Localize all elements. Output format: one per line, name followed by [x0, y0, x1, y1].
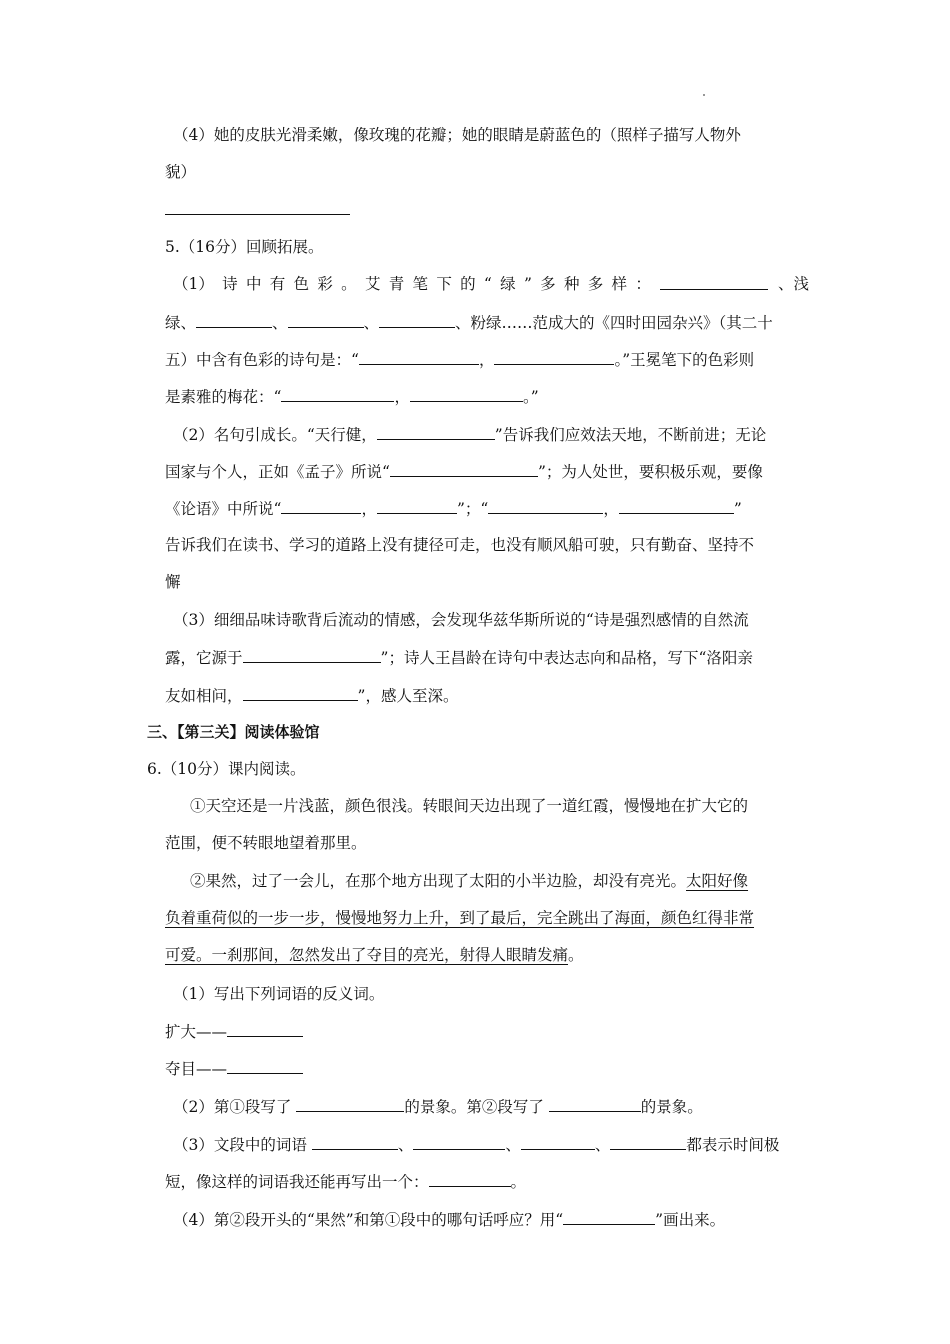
- blank-input[interactable]: [312, 1133, 398, 1150]
- blank-input[interactable]: [227, 1057, 303, 1074]
- blank-input[interactable]: [243, 684, 358, 701]
- blank-input[interactable]: [563, 1208, 655, 1225]
- q5-p2-line1: （2）名句引成长。“天行健， ”告诉我们应效法天地，不断前进；无论: [173, 423, 817, 446]
- blank-input[interactable]: [196, 311, 272, 328]
- q5-p1-lead-char: （1）: [173, 275, 214, 293]
- q5-p1-lead-char: 色: [293, 275, 310, 293]
- blank-input[interactable]: [390, 460, 538, 477]
- blank-input[interactable]: [227, 1020, 303, 1037]
- blank-input[interactable]: [377, 423, 495, 440]
- q6-para2-line1: ②果然，过了一会儿，在那个地方出现了太阳的小半边脸，却没有亮光。太阳好像: [190, 872, 749, 890]
- blank-input[interactable]: [549, 1095, 641, 1112]
- q6-s4: （4）第②段开头的“果然”和第①段中的哪句话呼应？用“ ”画出来。: [173, 1208, 817, 1231]
- blank-input[interactable]: [521, 1133, 595, 1150]
- q5-p1-line2: 绿、 、 、 、粉绿……范成大的《四时田园杂兴》（其二十: [165, 311, 809, 334]
- q5-p1-lead-char: 有: [269, 275, 286, 293]
- q5-p1-lead-char: “: [483, 275, 492, 293]
- q5-p1-line4: 是素雅的梅花：“ ， 。”: [165, 385, 809, 408]
- blank-input[interactable]: [619, 497, 734, 514]
- q5-p2-line2: 国家与个人，正如《孟子》所说“ ”；为人处世，要积极乐观，要像: [165, 460, 809, 483]
- blank-input[interactable]: [429, 1170, 511, 1187]
- q5-p1-line1: （1） 诗 中 有 色 彩 。 艾 青 笔 下 的 “ 绿 ” 多 种 多 样 ： 、浅: [173, 275, 809, 293]
- blank-input[interactable]: [379, 311, 455, 328]
- q5-p1-lead-char: 青: [388, 275, 405, 293]
- blank-input[interactable]: [243, 646, 381, 663]
- q6-s3-line1: （3）文段中的词语 、 、 、 都表示时间极: [173, 1133, 817, 1156]
- q6-s3-line2: 短，像这样的词语我还能再写出一个： 。: [165, 1170, 809, 1193]
- blank-input[interactable]: [296, 1095, 404, 1112]
- q5-p1-lead-char: 绿: [500, 275, 516, 293]
- q6-s1-a: 扩大——: [165, 1020, 809, 1043]
- q6-para2-line2: 负着重荷似的一步一步，慢慢地努力上升，到了最后，完全跳出了海面，颜色红得非常: [165, 909, 755, 927]
- q4-answer-line[interactable]: [165, 198, 809, 221]
- q6-s1-b: 夺目——: [165, 1057, 809, 1080]
- q6-para2-line3: 可爱。一刹那间，忽然发出了夺目的亮光，射得人眼睛发痛。: [165, 946, 584, 964]
- q5-title: 5.（16分）回顾拓展。: [165, 238, 324, 256]
- blank-input[interactable]: [413, 1133, 505, 1150]
- q5-p1-lead-char: ”: [523, 275, 532, 293]
- q5-p1-line3: 五）中含有色彩的诗句是：“ ， 。”王冕笔下的色彩则: [165, 348, 809, 371]
- blank-input[interactable]: [488, 497, 603, 514]
- q5-p2-line4: 告诉我们在读书、学习的道路上没有捷径可走，也没有顺风船可驶，只有勤奋、坚持不: [165, 536, 755, 554]
- q4-item-line1: （4）她的皮肤光滑柔嫩，像玫瑰的花瓣；她的眼睛是蔚蓝色的（照样子描写人物外: [173, 126, 741, 144]
- q5-p1-lead-char: 彩: [317, 275, 333, 293]
- q6-para1-line2: 范围，便不转眼地望着那里。: [165, 834, 367, 852]
- q5-p1-lead-char: 笔: [412, 275, 429, 293]
- blank-input[interactable]: [377, 497, 457, 514]
- q5-p2-line5: 懈: [165, 573, 181, 591]
- blank-input[interactable]: [610, 1133, 686, 1150]
- blank-input[interactable]: [359, 348, 479, 365]
- q5-p2-line3: 《论语》中所说“ ， ”；“ ， ”: [165, 497, 809, 520]
- q6-s2: （2）第①段写了 的景象。第②段写了 的景象。: [173, 1095, 817, 1118]
- q5-p1-lead-char: 的: [460, 275, 476, 293]
- q5-p1-lead-char: 艾: [364, 275, 381, 293]
- q5-p1-lead-char: 下: [436, 275, 452, 293]
- section3-title: 三、【第三关】阅读体验馆: [147, 723, 320, 741]
- blank-input[interactable]: [494, 348, 614, 365]
- q5-p1-lead-char: 样: [611, 275, 628, 293]
- q5-p1-lead-char: 种: [563, 275, 580, 293]
- q5-p1-lead-char: 诗: [222, 275, 238, 293]
- q5-p1-lead-char: 中: [245, 275, 262, 293]
- blank-input[interactable]: [281, 497, 361, 514]
- q5-p1-lead-char: 多: [540, 275, 556, 293]
- q6-title: 6.（10分）课内阅读。: [147, 760, 306, 778]
- q5-p1-lead-char: 。: [341, 275, 357, 293]
- q5-p1-lead-char: ：: [635, 275, 651, 293]
- q6-para1-line1: ①天空还是一片浅蓝，颜色很浅。转眼间天边出现了一道红霞，慢慢地在扩大它的: [190, 797, 749, 815]
- q5-p3-line2: 露，它源于 ”；诗人王昌龄在诗句中表达志向和品格，写下“洛阳亲: [165, 646, 809, 669]
- blank-input[interactable]: [410, 385, 523, 402]
- q5-p1-lead-char: 多: [587, 275, 604, 293]
- q6-s1-title: （1）写出下列词语的反义词。: [173, 985, 385, 1003]
- page-dot: [703, 94, 705, 96]
- q5-p3-line1: （3）细细品味诗歌背后流动的情感，会发现华兹华斯所说的“诗是强烈感情的自然流: [173, 611, 749, 629]
- q5-p1-lead: [173, 273, 651, 295]
- blank-input[interactable]: [281, 385, 394, 402]
- q5-p3-line3: 友如相问， ”，感人至深。: [165, 684, 809, 707]
- blank-input[interactable]: [288, 311, 364, 328]
- blank-input[interactable]: [660, 273, 768, 290]
- q4-item-line2: 貌）: [165, 163, 197, 181]
